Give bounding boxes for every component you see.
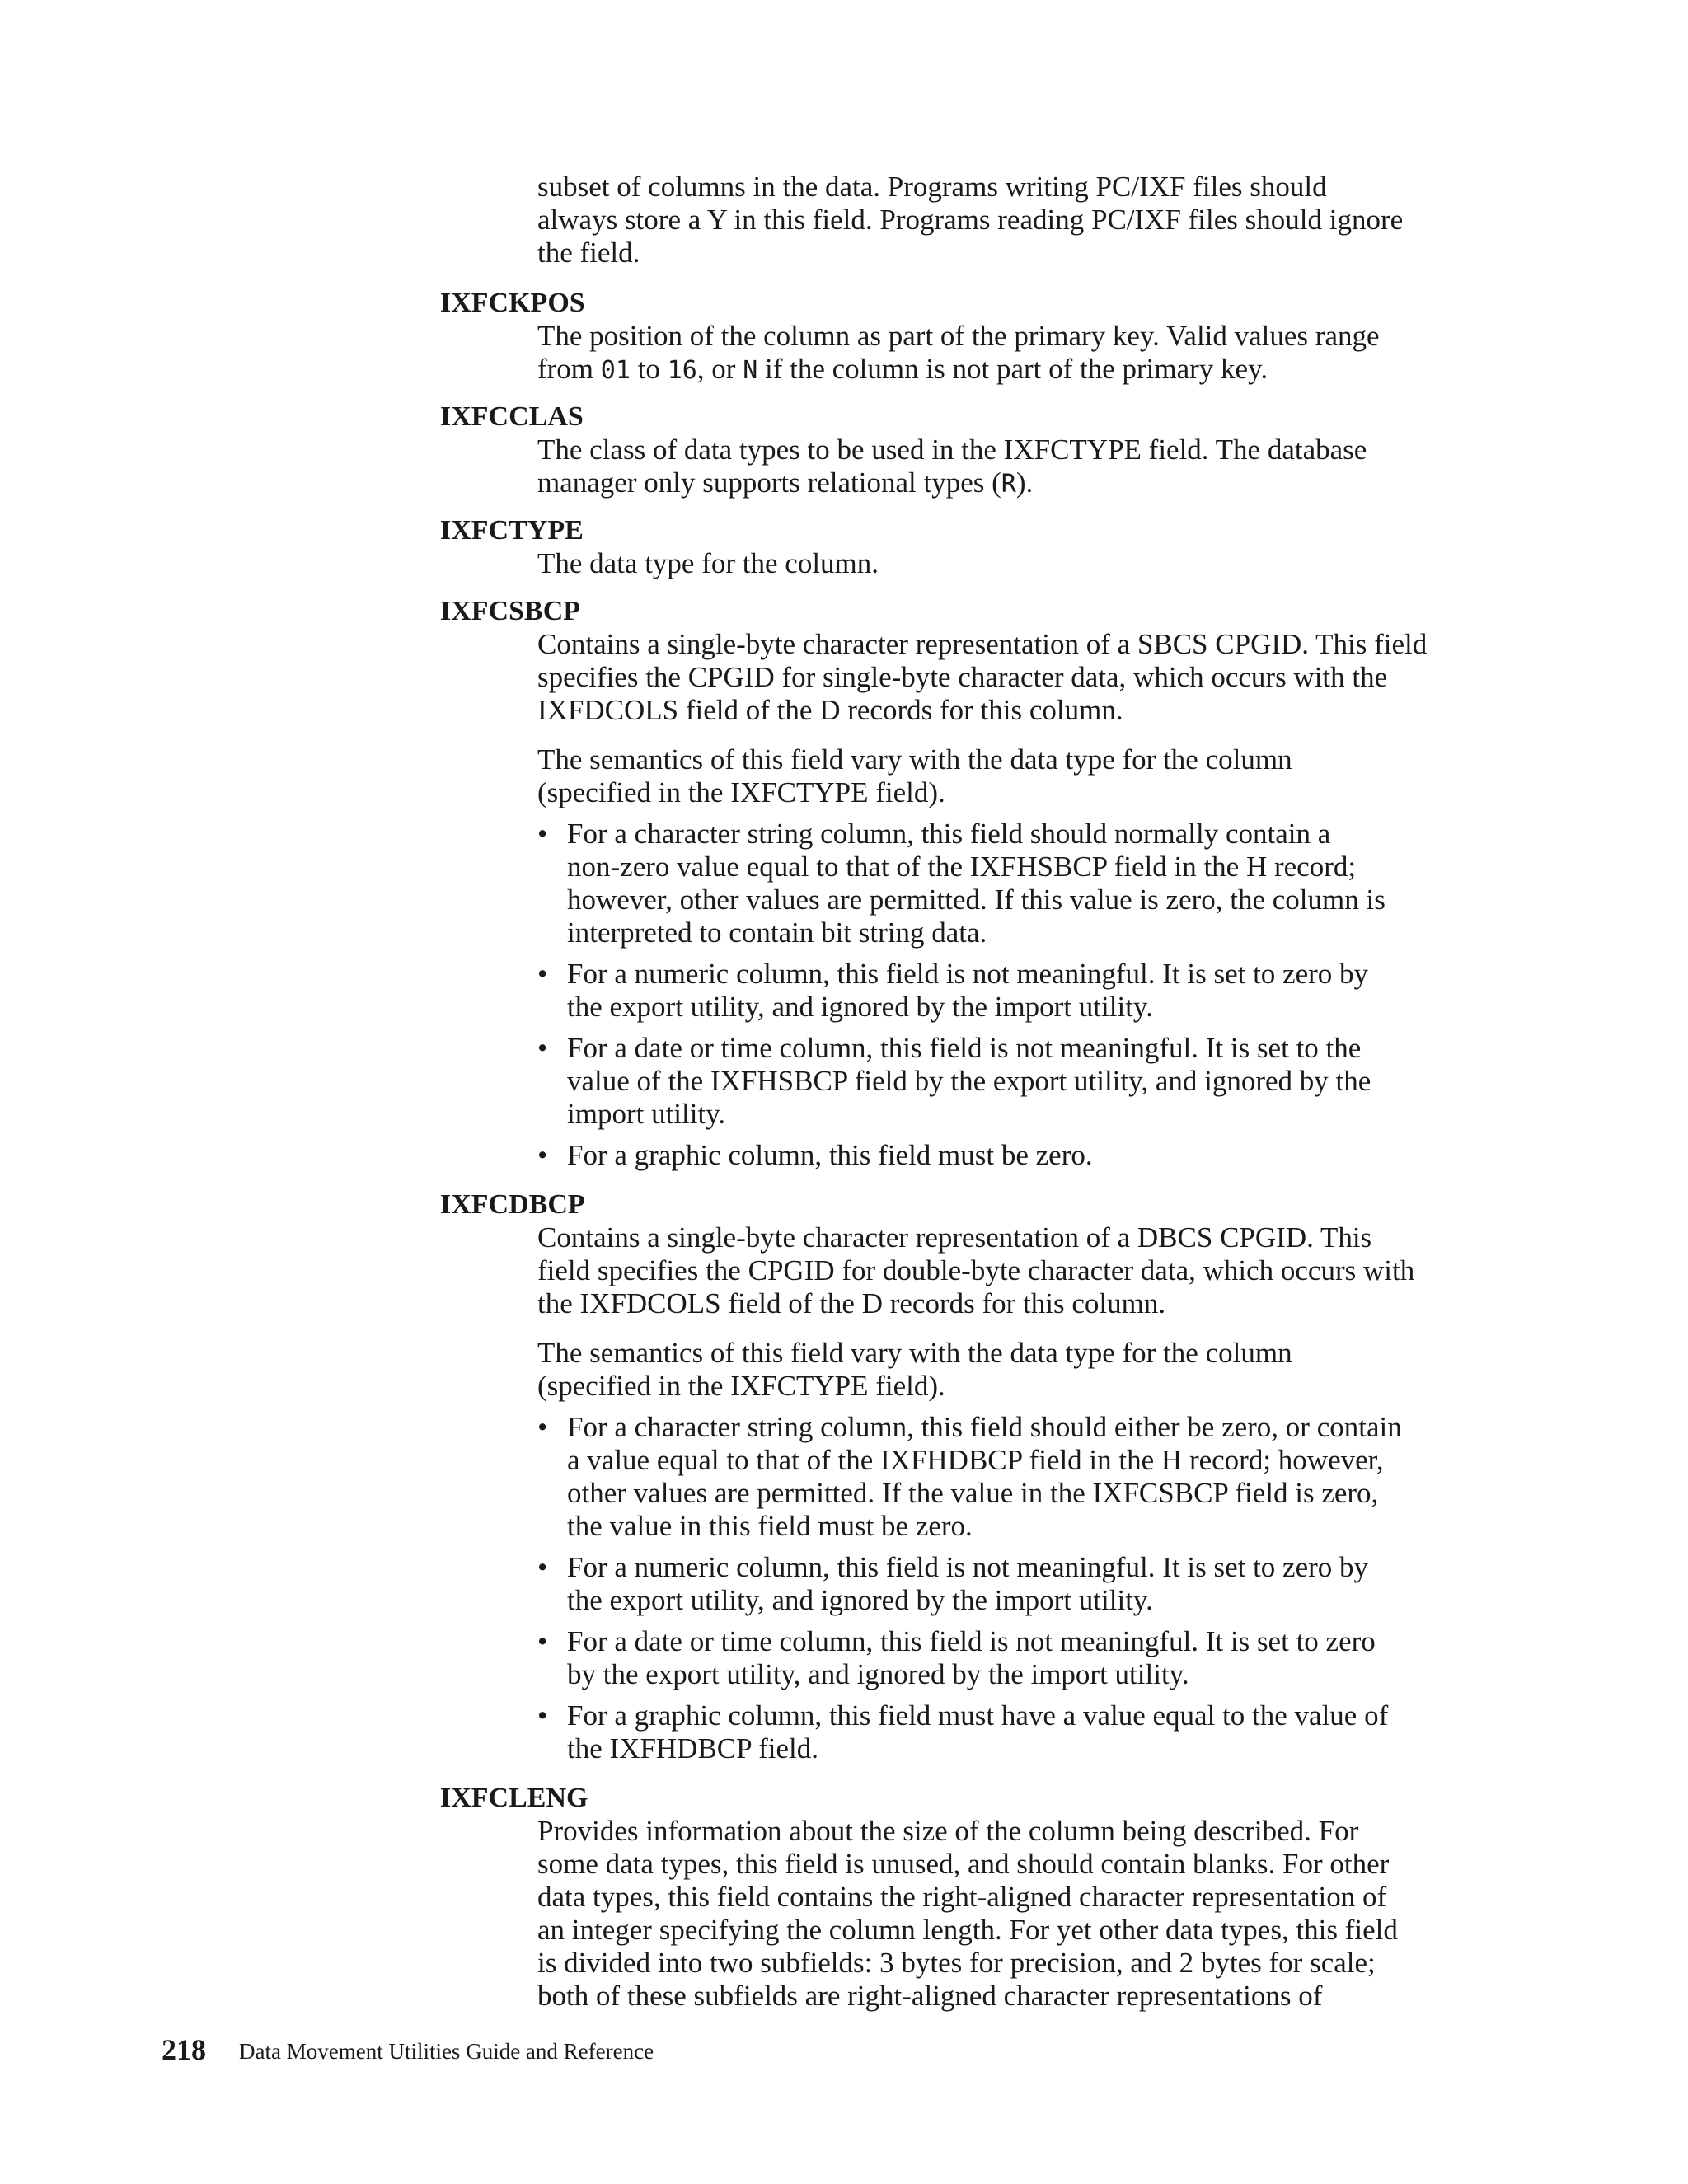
definition-line: The semantics of this field vary with the data type for the column [537,1337,1292,1369]
bullet-icon: • [537,958,548,990]
list-item-line: however, other values are permitted. If this value is zero, the column is [567,883,1386,916]
list-item-line: For a character string column, this field should normally contain a [567,818,1331,850]
definition-line: (specified in the IXFCTYPE field). [537,1370,945,1402]
list-item-line: import utility. [567,1098,726,1130]
bullet-icon: • [537,818,548,850]
definition-line: (specified in the IXFCTYPE field). [537,776,945,808]
definition-line: The semantics of this field vary with the data type for the column [537,743,1292,776]
bullet-icon: • [537,1139,548,1171]
term-ixfctype: IXFCTYPE [440,515,584,546]
page-number: 218 [162,2033,206,2066]
list-item-line: the export utility, and ignored by the import utility. [567,1584,1153,1616]
code-value: 01 [600,356,631,385]
definition-line: from 01 to 16, or N if the column is not part of the primary key. [537,353,1268,385]
term-ixfcleng: IXFCLENG [440,1783,588,1813]
book-title: Data Movement Utilities Guide and Reference [239,2039,654,2064]
list-item-line: other values are permitted. If the value in the IXFCSBCP field is zero, [567,1477,1379,1509]
bullet-icon: • [537,1411,548,1443]
definition-line: both of these subfields are right-aligned character representations of [537,1980,1323,2012]
list-item-line: by the export utility, and ignored by the import utility. [567,1658,1189,1690]
bullet-icon: • [537,1625,548,1657]
bullet-icon: • [537,1551,548,1583]
definition-line: manager only supports relational types (R). [537,466,1034,499]
definition-line: data types, this field contains the right-aligned character representation of [537,1881,1387,1913]
code-value: 16 [667,356,697,385]
list-item-line: For a numeric column, this field is not meaningful. It is set to zero by [567,958,1369,990]
list-item-line: For a numeric column, this field is not meaningful. It is set to zero by [567,1551,1369,1583]
list-item-line: For a date or time column, this field is not meaningful. It is set to the [567,1032,1362,1064]
definition-line: field specifies the CPGID for double-byte character data, which occurs with [537,1254,1415,1286]
bullet-icon: • [537,1699,548,1732]
definition-line: The class of data types to be used in the IXFCTYPE field. The database [537,434,1367,466]
code-value: R [1001,470,1016,499]
definition-line: an integer specifying the column length. For yet other data types, this field [537,1914,1398,1946]
list-item-line: value of the IXFHSBCP field by the export utility, and ignored by the [567,1065,1372,1097]
bullet-icon: • [537,1032,548,1064]
definition-line: The data type for the column. [537,547,879,579]
intro-line: subset of columns in the data. Programs writing PC/IXF files should [537,171,1327,203]
intro-line: the field. [537,237,640,269]
intro-line: always store a Y in this field. Programs reading PC/IXF files should ignore [537,204,1404,236]
list-item-line: non-zero value equal to that of the IXFHSBCP field in the H record; [567,851,1357,883]
list-item-line: a value equal to that of the IXFHDBCP field in the H record; however, [567,1444,1384,1476]
list-item-line: the export utility, and ignored by the import utility. [567,991,1153,1023]
list-item-line: the IXFHDBCP field. [567,1732,818,1765]
list-item-line: interpreted to contain bit string data. [567,916,987,949]
definition-line: Contains a single-byte character representation of a DBCS CPGID. This [537,1221,1372,1254]
list-item-line: the value in this field must be zero. [567,1510,973,1542]
definition-line: some data types, this field is unused, and should contain blanks. For other [537,1848,1390,1880]
definition-line: Contains a single-byte character representation of a SBCS CPGID. This field [537,628,1428,660]
list-item-line: For a graphic column, this field must be zero. [567,1139,1093,1171]
term-ixfcdbcp: IXFCDBCP [440,1189,585,1220]
list-item-line: For a character string column, this field should either be zero, or contain [567,1411,1402,1443]
term-ixfckpos: IXFCKPOS [440,288,585,318]
definition-line: Provides information about the size of the column being described. For [537,1815,1359,1847]
term-ixfcsbcp: IXFCSBCP [440,596,581,626]
definition-line: specifies the CPGID for single-byte character data, which occurs with the [537,661,1388,693]
definition-line: the IXFDCOLS field of the D records for this column. [537,1287,1166,1319]
definition-line: The position of the column as part of the primary key. Valid values range [537,320,1380,352]
term-ixfcclas: IXFCCLAS [440,401,584,432]
code-value: N [743,356,758,385]
list-item-line: For a date or time column, this field is not meaningful. It is set to zero [567,1625,1376,1657]
definition-line: IXFDCOLS field of the D records for this column. [537,694,1123,726]
definition-line: is divided into two subfields: 3 bytes for precision, and 2 bytes for scale; [537,1947,1376,1979]
list-item-line: For a graphic column, this field must have a value equal to the value of [567,1699,1389,1732]
